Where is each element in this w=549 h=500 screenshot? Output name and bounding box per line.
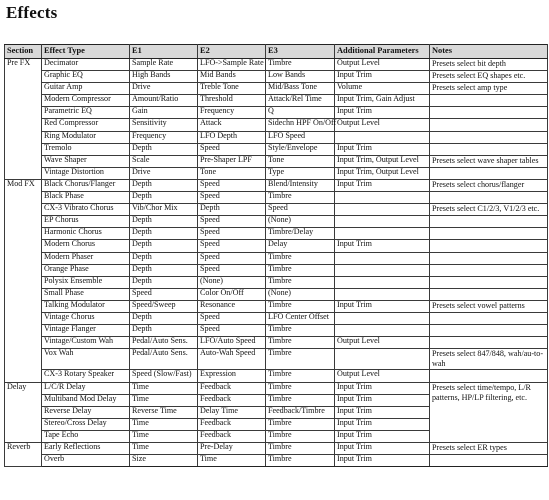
effect-type-cell: EP Chorus — [42, 216, 130, 228]
e3-cell: Sidechn HPF On/Off — [266, 119, 335, 131]
e2-cell: Expression — [198, 370, 266, 382]
effect-type-cell: Guitar Amp — [42, 83, 130, 95]
e1-cell: Size — [130, 455, 198, 467]
e2-cell: Speed — [198, 240, 266, 252]
table-row — [5, 155, 548, 167]
e1-cell: Sensitivity — [130, 119, 198, 131]
e3-cell: Delay — [266, 240, 335, 252]
notes-cell: Presets select bit depth — [430, 59, 548, 71]
e1-cell: High Bands — [130, 71, 198, 83]
e1-cell: Depth — [130, 252, 198, 264]
additional-parameters-cell — [335, 264, 430, 276]
notes-cell — [430, 370, 548, 382]
additional-parameters-cell — [335, 312, 430, 324]
table-row — [5, 119, 548, 131]
effect-type-cell: Vintage/Custom Wah — [42, 337, 130, 349]
e1-cell: Speed/Sweep — [130, 300, 198, 312]
notes-cell — [430, 216, 548, 228]
column-header-e3: E3 — [266, 45, 335, 59]
e1-cell: Depth — [130, 216, 198, 228]
e2-cell: Delay Time — [198, 406, 266, 418]
table-row — [5, 264, 548, 276]
additional-parameters-cell: Output Level — [335, 370, 430, 382]
notes-cell — [430, 167, 548, 179]
e3-cell: Blend/Intensity — [266, 179, 335, 191]
e1-cell: Depth — [130, 276, 198, 288]
table-row — [5, 252, 548, 264]
e3-cell: Timbre — [266, 337, 335, 349]
e3-cell: Timbre — [266, 430, 335, 442]
additional-parameters-cell: Input Trim — [335, 240, 430, 252]
table-row — [5, 455, 548, 467]
e1-cell: Time — [130, 418, 198, 430]
additional-parameters-cell: Input Trim — [335, 455, 430, 467]
effect-type-cell: CX-3 Vibrato Chorus — [42, 204, 130, 216]
e3-cell: Speed — [266, 204, 335, 216]
e3-cell: Style/Envelope — [266, 143, 335, 155]
e1-cell: Speed (Slow/Fast) — [130, 370, 198, 382]
notes-cell — [430, 455, 548, 467]
e2-cell: Speed — [198, 325, 266, 337]
e1-cell: Pedal/Auto Sens. — [130, 337, 198, 349]
additional-parameters-cell — [335, 276, 430, 288]
e1-cell: Depth — [130, 325, 198, 337]
e2-cell: (None) — [198, 276, 266, 288]
e1-cell: Vib/Chor Mix — [130, 204, 198, 216]
section-cell: Reverb — [5, 443, 42, 467]
notes-cell — [430, 240, 548, 252]
e1-cell: Depth — [130, 264, 198, 276]
table-row — [5, 143, 548, 155]
e2-cell: Speed — [198, 216, 266, 228]
e2-cell: Pre-Shaper LPF — [198, 155, 266, 167]
notes-cell — [430, 131, 548, 143]
notes-cell: Presets select ER types — [430, 443, 548, 455]
section-cell: Pre FX — [5, 59, 42, 180]
table-row — [5, 59, 548, 71]
e2-cell: Speed — [198, 252, 266, 264]
e2-cell: LFO/Auto Speed — [198, 337, 266, 349]
additional-parameters-cell: Input Trim, Gain Adjust — [335, 95, 430, 107]
e2-cell: Speed — [198, 143, 266, 155]
additional-parameters-cell — [335, 325, 430, 337]
notes-cell: Presets select EQ shapes etc. — [430, 71, 548, 83]
additional-parameters-cell: Output Level — [335, 337, 430, 349]
column-header-e1: E1 — [130, 45, 198, 59]
e1-cell: Amount/Ratio — [130, 95, 198, 107]
effect-type-cell: Vintage Chorus — [42, 312, 130, 324]
additional-parameters-cell: Input Trim, Output Level — [335, 167, 430, 179]
effect-type-cell: Graphic EQ — [42, 71, 130, 83]
e3-cell: Q — [266, 107, 335, 119]
e3-cell: Type — [266, 167, 335, 179]
effect-type-cell: Decimator — [42, 59, 130, 71]
additional-parameters-cell: Input Trim — [335, 430, 430, 442]
table-row — [5, 179, 548, 191]
e3-cell: Timbre — [266, 382, 335, 394]
table-row — [5, 107, 548, 119]
notes-cell — [430, 264, 548, 276]
column-header-section: Section — [5, 45, 42, 59]
column-header-e2: E2 — [198, 45, 266, 59]
effect-type-cell: Modern Chorus — [42, 240, 130, 252]
additional-parameters-cell: Input Trim — [335, 418, 430, 430]
e1-cell: Drive — [130, 167, 198, 179]
e1-cell: Time — [130, 382, 198, 394]
e2-cell: Frequency — [198, 107, 266, 119]
e2-cell: Feedback — [198, 430, 266, 442]
effect-type-cell: Polysix Ensemble — [42, 276, 130, 288]
column-header-notes: Notes — [430, 45, 548, 59]
e2-cell: Treble Tone — [198, 83, 266, 95]
additional-parameters-cell: Input Trim — [335, 300, 430, 312]
table-row — [5, 300, 548, 312]
notes-cell — [430, 143, 548, 155]
e3-cell: Timbre/Delay — [266, 228, 335, 240]
e1-cell: Reverse Time — [130, 406, 198, 418]
additional-parameters-cell — [335, 349, 430, 370]
effect-type-cell: Tape Echo — [42, 430, 130, 442]
effect-type-cell: Small Phase — [42, 288, 130, 300]
additional-parameters-cell — [335, 192, 430, 204]
table-row — [5, 325, 548, 337]
effect-type-cell: L/C/R Delay — [42, 382, 130, 394]
effect-type-cell: Stereo/Cross Delay — [42, 418, 130, 430]
e1-cell: Drive — [130, 83, 198, 95]
table-row — [5, 370, 548, 382]
e3-cell: Feedback/Timbre — [266, 406, 335, 418]
e1-cell: Time — [130, 430, 198, 442]
effect-type-cell: Early Reflections — [42, 443, 130, 455]
e2-cell: LFO Depth — [198, 131, 266, 143]
e1-cell: Depth — [130, 143, 198, 155]
e3-cell: Timbre — [266, 394, 335, 406]
e2-cell: Speed — [198, 228, 266, 240]
additional-parameters-cell — [335, 131, 430, 143]
table-row — [5, 240, 548, 252]
notes-cell — [430, 119, 548, 131]
table-row — [5, 83, 548, 95]
table-row — [5, 192, 548, 204]
table-row — [5, 216, 548, 228]
notes-cell — [430, 192, 548, 204]
additional-parameters-cell: Input Trim — [335, 394, 430, 406]
e3-cell: Timbre — [266, 455, 335, 467]
table-row — [5, 337, 548, 349]
effect-type-cell: Talking Modulator — [42, 300, 130, 312]
e1-cell: Time — [130, 394, 198, 406]
effect-type-cell: Tremolo — [42, 143, 130, 155]
e2-cell: Pre-Delay — [198, 443, 266, 455]
e3-cell: Mid/Bass Tone — [266, 83, 335, 95]
e1-cell: Depth — [130, 240, 198, 252]
e3-cell: Timbre — [266, 370, 335, 382]
effect-type-cell: Reverse Delay — [42, 406, 130, 418]
effect-type-cell: Modern Compressor — [42, 95, 130, 107]
page-title: Effects — [6, 3, 58, 22]
e3-cell: Timbre — [266, 264, 335, 276]
notes-cell: Presets select vowel patterns — [430, 300, 548, 312]
table-row — [5, 276, 548, 288]
effect-type-cell: Vox Wah — [42, 349, 130, 370]
e2-cell: Tone — [198, 167, 266, 179]
column-header-effect-type: Effect Type — [42, 45, 130, 59]
e2-cell: Threshold — [198, 95, 266, 107]
effect-type-cell: Orange Phase — [42, 264, 130, 276]
e3-cell: LFO Speed — [266, 131, 335, 143]
notes-cell: Presets select 847/848, wah/au-to-wah — [430, 349, 548, 370]
additional-parameters-cell: Input Trim, Output Level — [335, 155, 430, 167]
notes-cell — [430, 252, 548, 264]
e2-cell: Time — [198, 455, 266, 467]
additional-parameters-cell — [335, 228, 430, 240]
effect-type-cell: Ring Modulator — [42, 131, 130, 143]
e2-cell: Speed — [198, 192, 266, 204]
e2-cell: Attack — [198, 119, 266, 131]
e2-cell: Color On/Off — [198, 288, 266, 300]
table-row — [5, 443, 548, 455]
notes-cell: Presets select chorus/flanger — [430, 179, 548, 191]
e2-cell: Speed — [198, 264, 266, 276]
e3-cell: Timbre — [266, 300, 335, 312]
notes-cell — [430, 228, 548, 240]
e3-cell: (None) — [266, 216, 335, 228]
e3-cell: LFO Center Offset — [266, 312, 335, 324]
e2-cell: Speed — [198, 312, 266, 324]
e2-cell: Feedback — [198, 418, 266, 430]
table-row — [5, 71, 548, 83]
e3-cell: Timbre — [266, 192, 335, 204]
additional-parameters-cell — [335, 288, 430, 300]
section-cell: Mod FX — [5, 179, 42, 382]
notes-cell — [430, 107, 548, 119]
e1-cell: Gain — [130, 107, 198, 119]
e2-cell: Depth — [198, 204, 266, 216]
e3-cell: Timbre — [266, 276, 335, 288]
e1-cell: Depth — [130, 312, 198, 324]
notes-cell: Presets select amp type — [430, 83, 548, 95]
e3-cell: Attack/Rel Time — [266, 95, 335, 107]
e2-cell: Speed — [198, 179, 266, 191]
additional-parameters-cell: Input Trim — [335, 71, 430, 83]
additional-parameters-cell: Input Trim — [335, 143, 430, 155]
effect-type-cell: Vintage Distortion — [42, 167, 130, 179]
e1-cell: Time — [130, 443, 198, 455]
e3-cell: Low Bands — [266, 71, 335, 83]
e2-cell: Feedback — [198, 394, 266, 406]
e2-cell: Resonance — [198, 300, 266, 312]
table-row — [5, 167, 548, 179]
additional-parameters-cell: Input Trim — [335, 179, 430, 191]
additional-parameters-cell: Input Trim — [335, 406, 430, 418]
e3-cell: (None) — [266, 288, 335, 300]
e3-cell: Timbre — [266, 252, 335, 264]
e3-cell: Timbre — [266, 418, 335, 430]
effect-type-cell: Wave Shaper — [42, 155, 130, 167]
notes-cell: Presets select wave shaper tables — [430, 155, 548, 167]
table-row — [5, 288, 548, 300]
e1-cell: Speed — [130, 288, 198, 300]
notes-cell — [430, 337, 548, 349]
notes-cell: Presets select time/tempo, L/R patterns, HP/LP filtering, etc. — [430, 382, 548, 442]
effect-type-cell: Multiband Mod Delay — [42, 394, 130, 406]
column-header-additional-parameters: Additional Parameters — [335, 45, 430, 59]
table-row — [5, 204, 548, 216]
additional-parameters-cell: Input Trim — [335, 443, 430, 455]
e1-cell: Depth — [130, 179, 198, 191]
additional-parameters-cell — [335, 216, 430, 228]
additional-parameters-cell: Volume — [335, 83, 430, 95]
notes-cell: Presets select C1/2/3, V1/2/3 etc. — [430, 204, 548, 216]
e3-cell: Timbre — [266, 59, 335, 71]
additional-parameters-cell: Output Level — [335, 119, 430, 131]
additional-parameters-cell: Input Trim — [335, 382, 430, 394]
e2-cell: LFO->Sample Rate — [198, 59, 266, 71]
effect-type-cell: Parametric EQ — [42, 107, 130, 119]
e1-cell: Depth — [130, 228, 198, 240]
table-row — [5, 95, 548, 107]
additional-parameters-cell: Input Trim — [335, 107, 430, 119]
table-row — [5, 349, 548, 370]
effect-type-cell: Modern Phaser — [42, 252, 130, 264]
additional-parameters-cell: Output Level — [335, 59, 430, 71]
effect-type-cell: Red Compressor — [42, 119, 130, 131]
effects-table — [4, 44, 548, 467]
e1-cell: Pedal/Auto Sens. — [130, 349, 198, 370]
e1-cell: Frequency — [130, 131, 198, 143]
notes-cell — [430, 312, 548, 324]
effects-table-body — [5, 59, 548, 467]
table-row — [5, 228, 548, 240]
table-row — [5, 382, 548, 394]
effect-type-cell: Vintage Flanger — [42, 325, 130, 337]
e1-cell: Sample Rate — [130, 59, 198, 71]
additional-parameters-cell — [335, 204, 430, 216]
e3-cell: Timbre — [266, 325, 335, 337]
effect-type-cell: Black Phase — [42, 192, 130, 204]
table-row — [5, 131, 548, 143]
notes-cell — [430, 95, 548, 107]
section-cell: Delay — [5, 382, 42, 442]
e3-cell: Tone — [266, 155, 335, 167]
e1-cell: Depth — [130, 192, 198, 204]
e2-cell: Feedback — [198, 382, 266, 394]
effect-type-cell: Black Chorus/Flanger — [42, 179, 130, 191]
table-row — [5, 312, 548, 324]
effect-type-cell: CX-3 Rotary Speaker — [42, 370, 130, 382]
notes-cell — [430, 325, 548, 337]
effect-type-cell: Harmonic Chorus — [42, 228, 130, 240]
effect-type-cell: Overb — [42, 455, 130, 467]
e3-cell: Timbre — [266, 443, 335, 455]
e2-cell: Auto-Wah Speed — [198, 349, 266, 370]
e1-cell: Scale — [130, 155, 198, 167]
additional-parameters-cell — [335, 252, 430, 264]
header-row — [5, 45, 548, 59]
notes-cell — [430, 276, 548, 288]
e2-cell: Mid Bands — [198, 71, 266, 83]
e3-cell: Timbre — [266, 349, 335, 370]
notes-cell — [430, 288, 548, 300]
